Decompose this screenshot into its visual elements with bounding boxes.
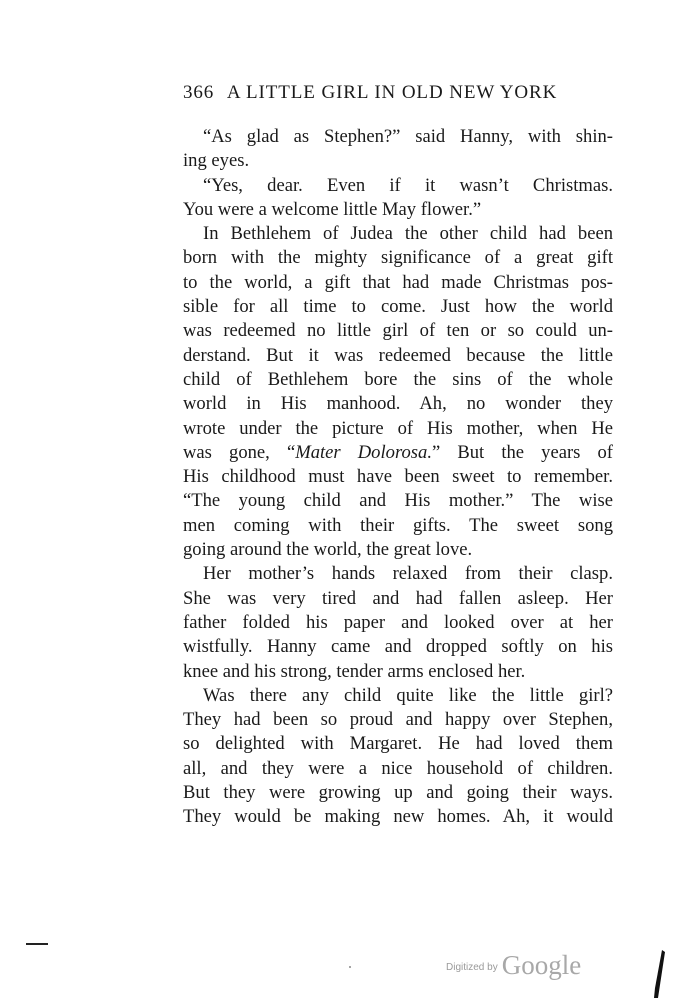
- text-line: In Bethlehem of Judea the other child had been: [203, 223, 613, 245]
- watermark-brand: Google: [501, 950, 582, 980]
- text-line: “Yes, dear. Even if it wasn’t Christmas.: [203, 174, 613, 196]
- text-line: Her mother’s hands relaxed from their clasp.: [203, 563, 613, 585]
- page-number: 366: [183, 82, 215, 103]
- speck: [349, 966, 351, 968]
- text-line: His childhood must have been sweet to remember.: [183, 466, 613, 488]
- text-line: They had been so proud and happy over Stephen,: [183, 709, 613, 731]
- text-run: ” But the years of: [431, 441, 613, 463]
- italic-phrase: Mater Dolorosa.: [295, 441, 432, 463]
- text-line: They would be making new homes. Ah, it would: [183, 806, 613, 828]
- text-line: going around the world, the great love.: [183, 539, 473, 561]
- text-line: “As glad as Stephen?” said Hanny, with shin-: [203, 126, 613, 147]
- text-line: world in His manhood. Ah, no wonder they: [183, 393, 613, 415]
- text-line: born with the mighty significance of a great gift: [183, 247, 613, 269]
- text-line: But they were growing up and going their ways.: [183, 782, 613, 804]
- text-line: wrote under the picture of His mother, when He: [183, 417, 613, 439]
- text-line: Was there any child quite like the little girl?: [203, 684, 613, 706]
- text-line: You were a welcome little May flower.”: [183, 198, 482, 220]
- text-line: all, and they were a nice household of children.: [183, 757, 613, 779]
- text-line: She was very tired and had fallen asleep. Her: [183, 587, 613, 609]
- text-line: father folded his paper and looked over at her: [183, 611, 613, 633]
- text-line: knee and his strong, tender arms enclosed her.: [183, 660, 526, 682]
- text-line: sible for all time to come. Just how the world: [183, 296, 613, 318]
- page-edge-mark: [652, 948, 666, 1000]
- text-line: so delighted with Margaret. He had loved them: [183, 733, 613, 755]
- text-line: ing eyes.: [183, 150, 250, 172]
- text-line-mixed: [183, 441, 613, 465]
- body-text: [183, 125, 613, 830]
- digitization-watermark: [446, 950, 581, 981]
- watermark-prefix: Digitized by: [446, 962, 498, 973]
- text-line: “The young child and His mother.” The wise: [183, 490, 613, 512]
- margin-dash: [26, 943, 48, 945]
- running-title: A LITTLE GIRL IN OLD NEW YORK: [226, 82, 558, 103]
- text-line: to the world, a gift that had made Christmas pos-: [183, 271, 613, 293]
- text-line: men coming with their gifts. The sweet song: [183, 514, 613, 536]
- text-line: derstand. But it was redeemed because the little: [183, 344, 613, 366]
- running-header: [183, 82, 613, 104]
- text-line: was redeemed no little girl of ten or so could un-: [183, 320, 613, 342]
- text-line: child of Bethlehem bore the sins of the whole: [183, 368, 613, 390]
- text-line: wistfully. Hanny came and dropped softly on his: [183, 636, 613, 658]
- text-run: was gone, “: [183, 441, 296, 463]
